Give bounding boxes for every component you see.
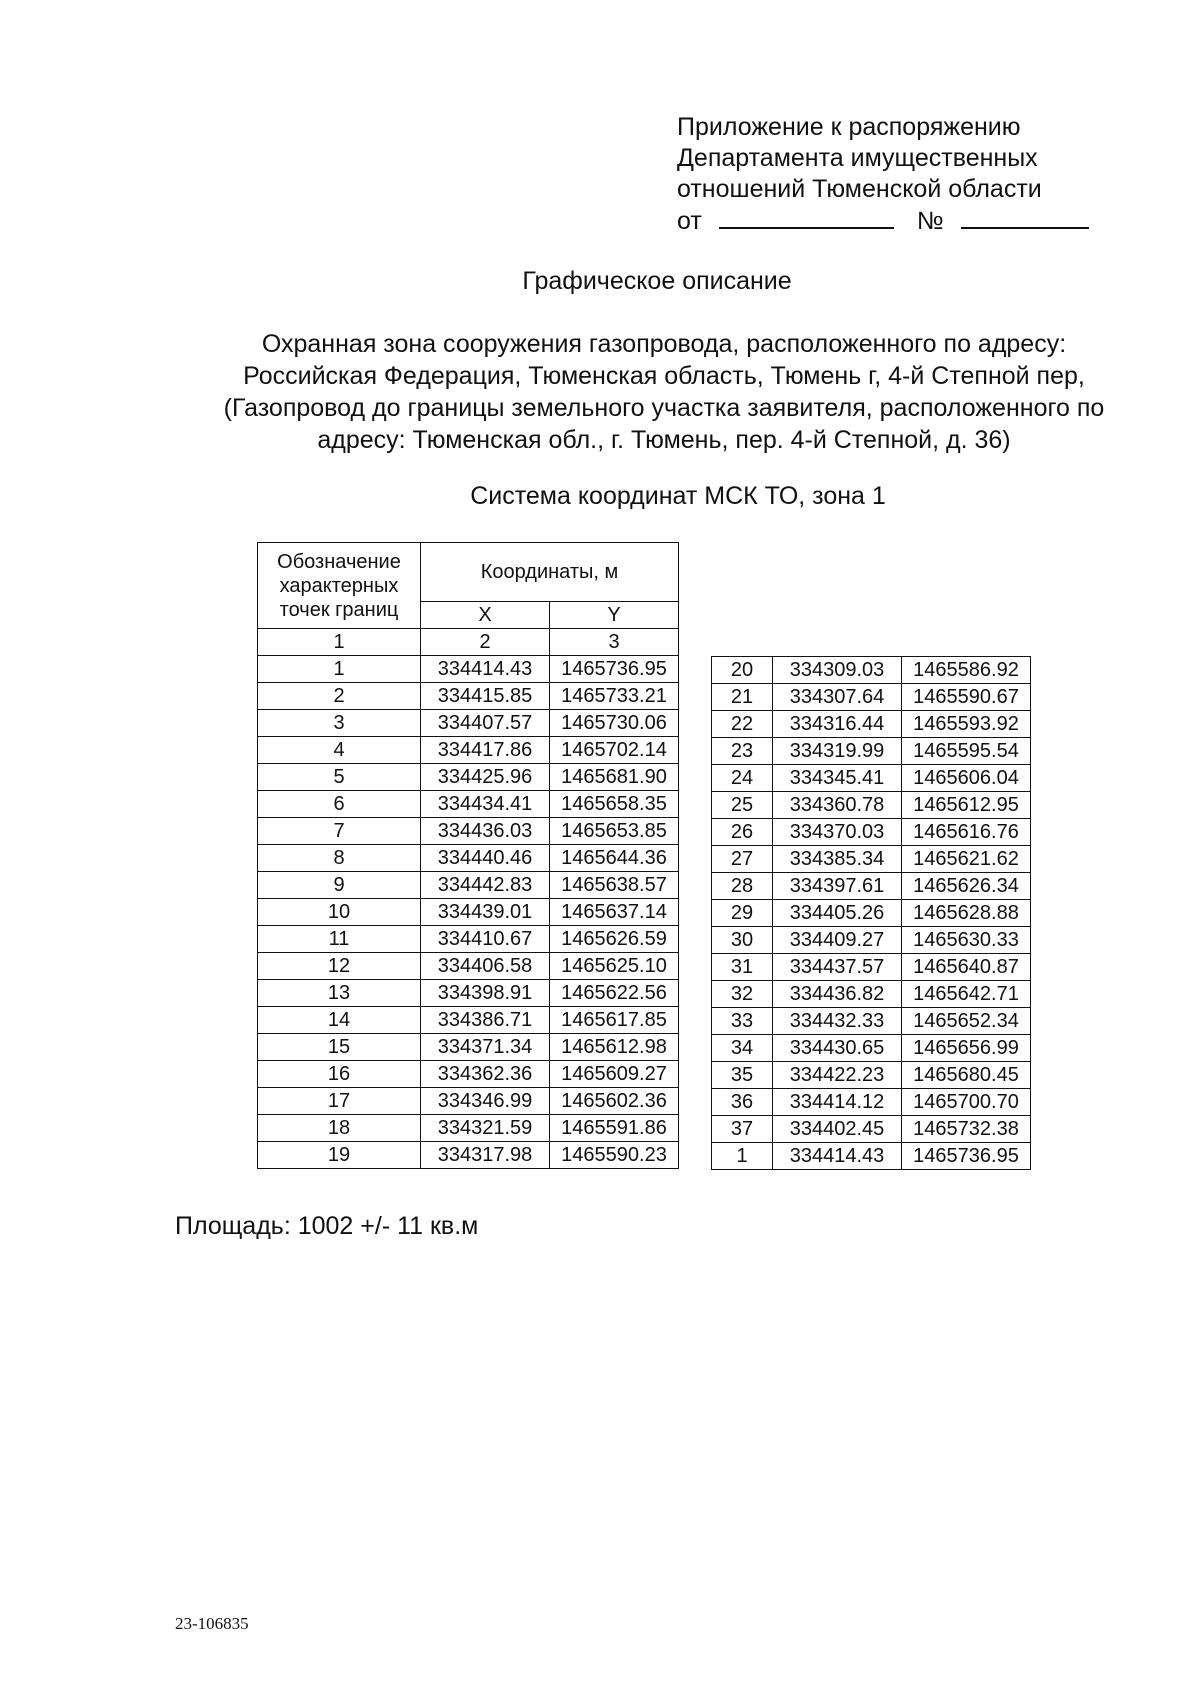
header-point-designation: Обозначение характерных точек границ [258, 543, 421, 629]
date-blank [719, 205, 894, 229]
point-cell: 19 [258, 1142, 421, 1169]
table-row [712, 1007, 1031, 1034]
zone-description [64, 328, 1200, 456]
y-cell: 1465602.36 [550, 1088, 679, 1115]
point-cell: 8 [258, 845, 421, 872]
appendix-header [677, 112, 1089, 237]
x-cell: 334430.65 [773, 1034, 902, 1061]
x-cell: 334406.58 [421, 953, 550, 980]
point-cell: 3 [258, 710, 421, 737]
y-cell: 1465702.14 [550, 737, 679, 764]
x-cell: 334386.71 [421, 1007, 550, 1034]
point-cell: 20 [712, 656, 773, 683]
x-cell: 334319.99 [773, 737, 902, 764]
table-row [258, 656, 679, 683]
table-row [712, 683, 1031, 710]
table-row [258, 764, 679, 791]
y-cell: 1465626.59 [550, 926, 679, 953]
x-cell: 334316.44 [773, 710, 902, 737]
header-x: X [421, 602, 550, 629]
table-row [258, 1007, 679, 1034]
x-cell: 334407.57 [421, 710, 550, 737]
table-row [258, 1061, 679, 1088]
point-cell: 1 [712, 1142, 773, 1169]
area-label: Площадь: 1002 +/- 11 кв.м [175, 1212, 479, 1240]
x-cell: 334402.45 [773, 1115, 902, 1142]
y-cell: 1465616.76 [902, 818, 1031, 845]
header-num-1: 1 [258, 629, 421, 656]
header-line-2: Департамента имущественных [677, 144, 1038, 172]
x-cell: 334436.82 [773, 980, 902, 1007]
y-cell: 1465637.14 [550, 899, 679, 926]
point-cell: 18 [258, 1115, 421, 1142]
y-cell: 1465586.92 [902, 656, 1031, 683]
y-cell: 1465625.10 [550, 953, 679, 980]
point-cell: 21 [712, 683, 773, 710]
point-cell: 6 [258, 791, 421, 818]
y-cell: 1465652.34 [902, 1007, 1031, 1034]
header-line-3: отношений Тюменской области [677, 175, 1042, 203]
y-cell: 1465681.90 [550, 764, 679, 791]
table-row [712, 737, 1031, 764]
point-cell: 17 [258, 1088, 421, 1115]
point-cell: 1 [258, 656, 421, 683]
y-cell: 1465590.23 [550, 1142, 679, 1169]
x-cell: 334346.99 [421, 1088, 550, 1115]
table-row [258, 953, 679, 980]
point-cell: 32 [712, 980, 773, 1007]
x-cell: 334321.59 [421, 1115, 550, 1142]
table-row [258, 710, 679, 737]
x-cell: 334309.03 [773, 656, 902, 683]
y-cell: 1465638.57 [550, 872, 679, 899]
y-cell: 1465617.85 [550, 1007, 679, 1034]
point-cell: 28 [712, 872, 773, 899]
y-cell: 1465653.85 [550, 818, 679, 845]
document-id: 23-106835 [175, 1614, 249, 1633]
point-cell: 2 [258, 683, 421, 710]
description-line: Охранная зона сооружения газопровода, расположенного по адресу: [261, 330, 1067, 358]
point-cell: 30 [712, 926, 773, 953]
number-blank [961, 205, 1089, 229]
description-line: адресу: Тюменская обл., г. Тюмень, пер. 4-й Степной, д. 36) [317, 426, 1011, 454]
y-cell: 1465730.06 [550, 710, 679, 737]
y-cell: 1465612.98 [550, 1034, 679, 1061]
table-row [258, 791, 679, 818]
y-cell: 1465736.95 [902, 1142, 1031, 1169]
x-cell: 334422.23 [773, 1061, 902, 1088]
x-cell: 334414.12 [773, 1088, 902, 1115]
table-row [712, 845, 1031, 872]
x-cell: 334360.78 [773, 791, 902, 818]
point-cell: 29 [712, 899, 773, 926]
y-cell: 1465700.70 [902, 1088, 1031, 1115]
table-row [258, 1142, 679, 1169]
y-cell: 1465595.54 [902, 737, 1031, 764]
table-row [712, 1034, 1031, 1061]
y-cell: 1465612.95 [902, 791, 1031, 818]
point-cell: 33 [712, 1007, 773, 1034]
description-line: (Газопровод до границы земельного участка заявителя, расположенного по [223, 394, 1105, 422]
y-cell: 1465640.87 [902, 953, 1031, 980]
table-row [258, 1088, 679, 1115]
coordinate-system: Система координат МСК ТО, зона 1 [470, 482, 886, 510]
x-cell: 334398.91 [421, 980, 550, 1007]
table-row [712, 818, 1031, 845]
table-row [258, 899, 679, 926]
table-row [712, 953, 1031, 980]
x-cell: 334442.83 [421, 872, 550, 899]
coordinates-table-left [257, 542, 679, 1169]
point-cell: 24 [712, 764, 773, 791]
y-cell: 1465642.71 [902, 980, 1031, 1007]
x-cell: 334345.41 [773, 764, 902, 791]
point-cell: 13 [258, 980, 421, 1007]
y-cell: 1465644.36 [550, 845, 679, 872]
number-sign: № [916, 207, 944, 235]
table-row [712, 710, 1031, 737]
date-prefix: от [677, 207, 702, 235]
x-cell: 334440.46 [421, 845, 550, 872]
point-cell: 15 [258, 1034, 421, 1061]
x-cell: 334397.61 [773, 872, 902, 899]
header-num-3: 3 [550, 629, 679, 656]
table-row [712, 872, 1031, 899]
y-cell: 1465630.33 [902, 926, 1031, 953]
x-cell: 334425.96 [421, 764, 550, 791]
y-cell: 1465658.35 [550, 791, 679, 818]
y-cell: 1465590.67 [902, 683, 1031, 710]
table-row [712, 1115, 1031, 1142]
x-cell: 334432.33 [773, 1007, 902, 1034]
table-body-left [258, 656, 679, 1169]
point-cell: 5 [258, 764, 421, 791]
y-cell: 1465736.95 [550, 656, 679, 683]
table-row [258, 926, 679, 953]
table-row [258, 818, 679, 845]
point-cell: 37 [712, 1115, 773, 1142]
table-row [258, 1115, 679, 1142]
x-cell: 334410.67 [421, 926, 550, 953]
header-line-1: Приложение к распоряжению [677, 113, 1021, 141]
y-cell: 1465609.27 [550, 1061, 679, 1088]
point-cell: 35 [712, 1061, 773, 1088]
table-row [258, 683, 679, 710]
point-cell: 11 [258, 926, 421, 953]
point-cell: 27 [712, 845, 773, 872]
x-cell: 334439.01 [421, 899, 550, 926]
point-cell: 9 [258, 872, 421, 899]
y-cell: 1465732.38 [902, 1115, 1031, 1142]
x-cell: 334370.03 [773, 818, 902, 845]
table-row [712, 899, 1031, 926]
point-cell: 4 [258, 737, 421, 764]
x-cell: 334385.34 [773, 845, 902, 872]
x-cell: 334414.43 [421, 656, 550, 683]
y-cell: 1465733.21 [550, 683, 679, 710]
x-cell: 334307.64 [773, 683, 902, 710]
point-cell: 16 [258, 1061, 421, 1088]
table-row [712, 1061, 1031, 1088]
header-num-2: 2 [421, 629, 550, 656]
x-cell: 334436.03 [421, 818, 550, 845]
table-body-right [712, 656, 1031, 1169]
y-cell: 1465621.62 [902, 845, 1031, 872]
table-row [712, 926, 1031, 953]
x-cell: 334434.41 [421, 791, 550, 818]
x-cell: 334409.27 [773, 926, 902, 953]
point-cell: 22 [712, 710, 773, 737]
y-cell: 1465622.56 [550, 980, 679, 1007]
y-cell: 1465628.88 [902, 899, 1031, 926]
table-row [712, 791, 1031, 818]
table-row [258, 980, 679, 1007]
y-cell: 1465606.04 [902, 764, 1031, 791]
point-cell: 12 [258, 953, 421, 980]
header-coordinates: Координаты, м [421, 543, 679, 602]
x-cell: 334415.85 [421, 683, 550, 710]
x-cell: 334414.43 [773, 1142, 902, 1169]
point-cell: 25 [712, 791, 773, 818]
table-row [258, 845, 679, 872]
table-row [712, 1142, 1031, 1169]
x-cell: 334317.98 [421, 1142, 550, 1169]
y-cell: 1465626.34 [902, 872, 1031, 899]
header-y: Y [550, 602, 679, 629]
document-title: Графическое описание [522, 267, 792, 295]
description-line: Российская Федерация, Тюменская область, Тюмень г, 4-й Степной пер, [243, 362, 1085, 390]
table-row [258, 1034, 679, 1061]
point-cell: 14 [258, 1007, 421, 1034]
y-cell: 1465656.99 [902, 1034, 1031, 1061]
table-row [712, 980, 1031, 1007]
x-cell: 334437.57 [773, 953, 902, 980]
point-cell: 10 [258, 899, 421, 926]
x-cell: 334405.26 [773, 899, 902, 926]
point-cell: 23 [712, 737, 773, 764]
point-cell: 34 [712, 1034, 773, 1061]
header-date-number-line [677, 205, 1089, 237]
point-cell: 26 [712, 818, 773, 845]
x-cell: 334362.36 [421, 1061, 550, 1088]
table-row [712, 1088, 1031, 1115]
table-row [258, 737, 679, 764]
y-cell: 1465593.92 [902, 710, 1031, 737]
point-cell: 7 [258, 818, 421, 845]
table-row [258, 872, 679, 899]
x-cell: 334371.34 [421, 1034, 550, 1061]
coordinates-table-right [711, 656, 1031, 1170]
table-row [712, 764, 1031, 791]
point-cell: 36 [712, 1088, 773, 1115]
point-cell: 31 [712, 953, 773, 980]
x-cell: 334417.86 [421, 737, 550, 764]
table-row [712, 656, 1031, 683]
y-cell: 1465680.45 [902, 1061, 1031, 1088]
y-cell: 1465591.86 [550, 1115, 679, 1142]
